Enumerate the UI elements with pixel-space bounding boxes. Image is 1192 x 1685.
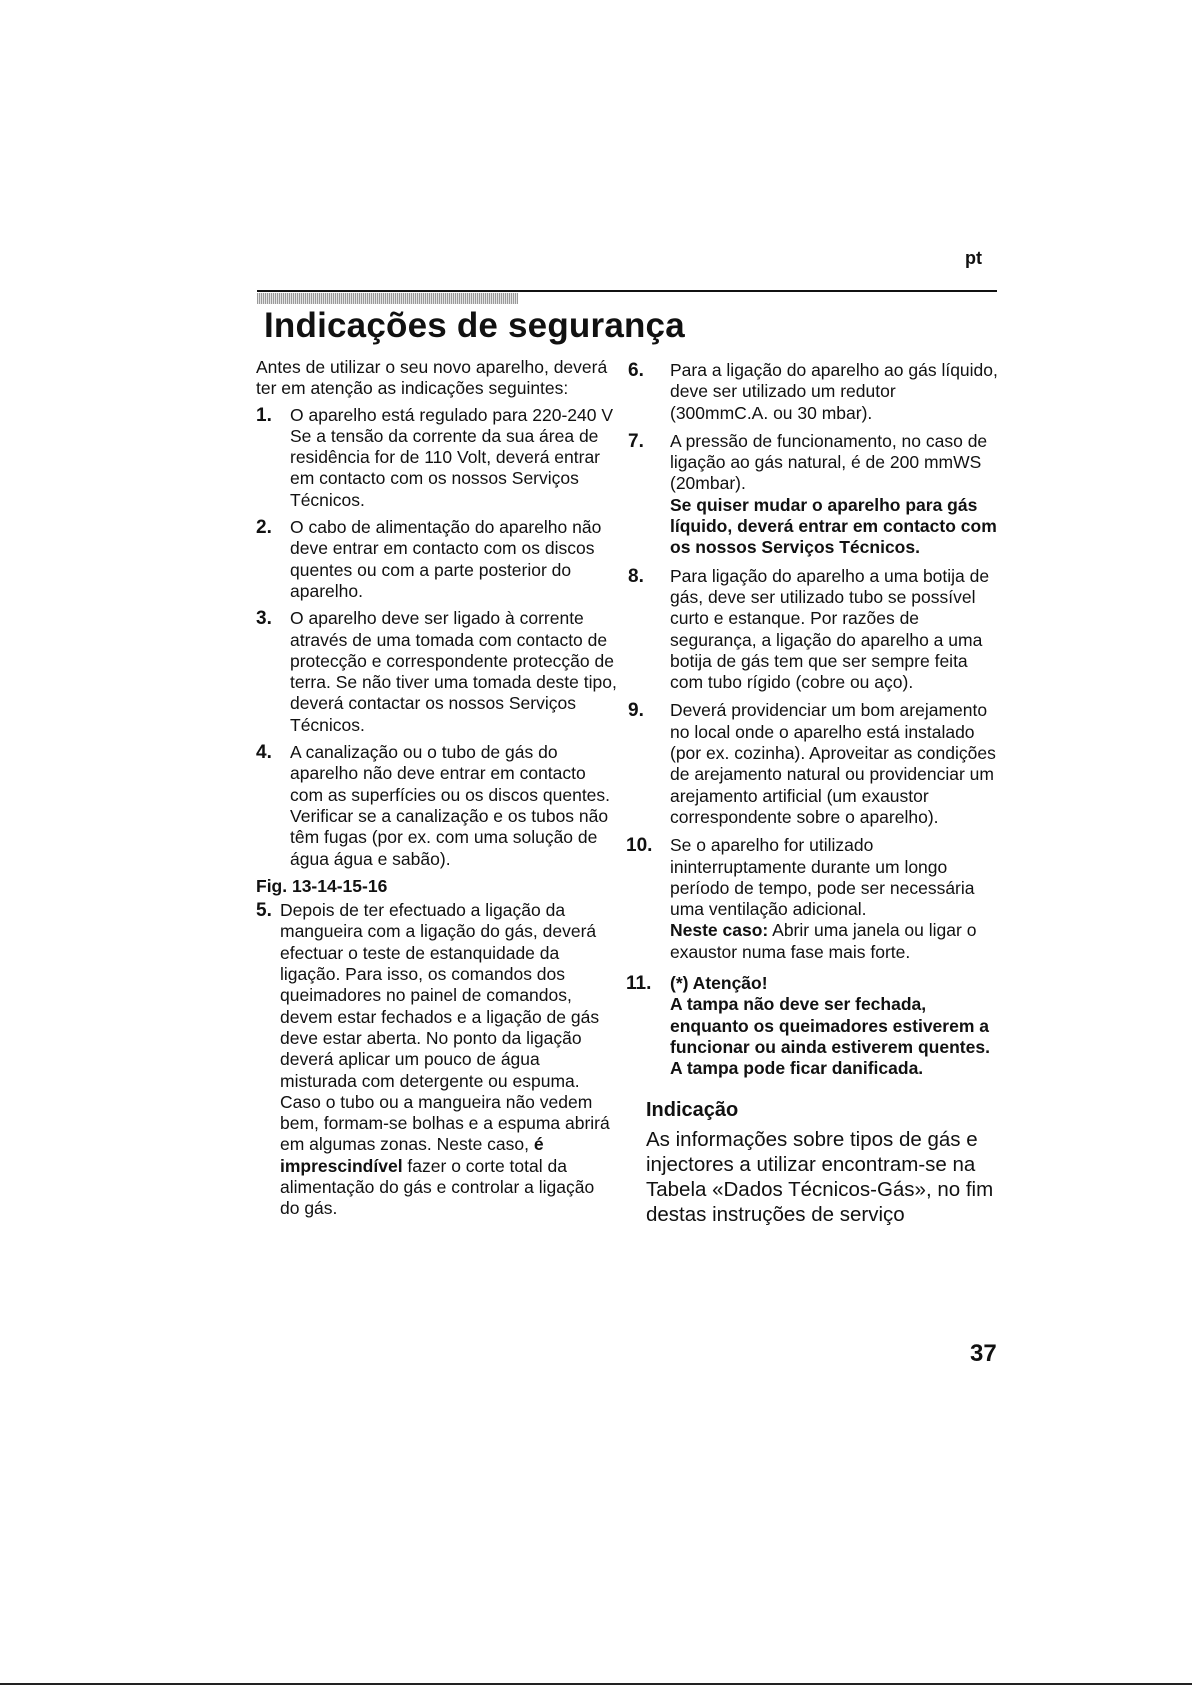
item-text: Se o aparelho for utilizado ininterruptamente durante um longo período de tempo, pode ser necessária uma ventilação adicional. [670, 835, 975, 920]
item-text: O cabo de alimentação do aparelho não deve entrar em contacto com os discos quentes ou com a parte posterior do aparelho. [290, 517, 602, 601]
item-number: 1. [256, 404, 272, 426]
note-heading: Indicação [646, 1098, 739, 1121]
item-text-part: Depois de ter efectuado a ligação da mangueira com a ligação do gás, deverá efectuar o teste de estanquidade da ligação. Para isso, os comandos dos queimadores no painel de comandos, devem estar fechados e a ligação de gás deve estar aberta. No ponto da ligação deverá aplicar um pouco de água misturada com detergente ou espuma. Caso o tubo ou a mangueira não vedem bem, formam-se bolhas e a espuma abrirá em algumas zonas. Neste caso, [280, 900, 610, 1155]
item-number: 4. [256, 742, 272, 764]
item-text: Para a ligação do aparelho ao gás líquido, deve ser utilizado um redutor (300mmC.A. ou 30 mbar). [670, 360, 998, 423]
list-item [628, 360, 998, 424]
item-number: 7. [628, 430, 644, 452]
left-column [256, 357, 618, 1226]
figure-reference: Fig. 13-14-15-16 [256, 875, 388, 896]
emphasis-text: é imprescindível [280, 1134, 544, 1176]
item-number: 3. [256, 608, 272, 630]
language-code: pt [965, 248, 982, 268]
item-text: O aparelho está regulado para 220-240 V Se a tensão da corrente da sua área de residência for de 110 Volt, deverá entrar em contacto com os nossos Serviços Técnicos. [290, 404, 614, 510]
list-item [256, 517, 618, 602]
list-item [256, 608, 618, 736]
item-number: 10. [626, 835, 653, 857]
item-text: A pressão de funcionamento, no caso de ligação ao gás natural, é de 200 mmWS (20mbar). [670, 430, 988, 494]
intro-text: Antes de utilizar o seu novo aparelho, deverá ter em atenção as indicações seguintes: [256, 357, 608, 399]
item-warning-text: Se quiser mudar o aparelho para gás líquido, deverá entrar em contacto com os nossos Serviços Técnicos. [670, 494, 997, 558]
list-item [628, 835, 998, 963]
attention-heading: (*) Atenção! [670, 973, 768, 994]
item-number: 11. [626, 973, 652, 995]
item-text: Para ligação do aparelho a uma botija de gás, deve ser utilizado tubo se possível curto e estanque. Por razões de segurança, a ligação do aparelho a uma botija de gás tem que ser sempre feita com tubo rígido (cobre ou aço). [670, 565, 990, 693]
item-text: Deverá providenciar um bom arejamento no local onde o aparelho está instalado (por ex. cozinha). Aproveitar as condições de arejamento natural ou providenciar um arejamento artificial (um exaustor correspondente sobre o aparelho). [670, 700, 996, 827]
list-item [256, 900, 618, 1219]
page-title: Indicações de segurança [264, 306, 685, 345]
item-text: O aparelho deve ser ligado à corrente através de uma tomada com contacto de protecção e correspondente protecção de terra. Se não tiver uma tomada deste tipo, deverá contactar os nossos Serviços Técnicos. [290, 608, 617, 735]
item-text-part: Abrir uma janela ou ligar o exaustor numa fase mais forte. [670, 920, 977, 962]
list-item [628, 700, 998, 828]
item-number: 6. [628, 360, 644, 381]
list-item [628, 973, 998, 1079]
item-text: A canalização ou o tubo de gás do aparelho não deve entrar em contacto com as superfícies ou os discos quentes. Verificar se a canalização e os tubos não têm fugas (por ex. com uma solução de água água e sabão). [290, 742, 611, 869]
list-item [628, 566, 998, 694]
item-number: 8. [628, 565, 644, 587]
item-case-text [670, 920, 998, 963]
item-number: 5. [256, 900, 272, 922]
item-text-part: fazer o corte total da alimentação do gás e controlar a ligação do gás. [280, 1155, 595, 1219]
header-rule [257, 290, 997, 292]
item-text [280, 900, 618, 1219]
right-column [628, 360, 998, 1227]
note-text: As informações sobre tipos de gás e injectores a utilizar encontram-se na Tabela «Dados Técnicos-Gás», no fim destas instruções de serviço [646, 1127, 994, 1226]
page-number: 37 [970, 1340, 997, 1367]
emphasis-text: Neste caso: [670, 920, 769, 941]
warning-text: A tampa não deve ser fechada, enquanto os queimadores estiverem a funcionar ou ainda estiverem quentes. [670, 994, 990, 1057]
list-item [256, 405, 618, 511]
item-number: 9. [628, 700, 644, 722]
list-item [628, 431, 998, 559]
item-number: 2. [256, 517, 272, 539]
warning-text: A tampa pode ficar danificada. [670, 1058, 924, 1079]
list-item [256, 742, 618, 870]
header-hatch-bar [257, 293, 518, 304]
